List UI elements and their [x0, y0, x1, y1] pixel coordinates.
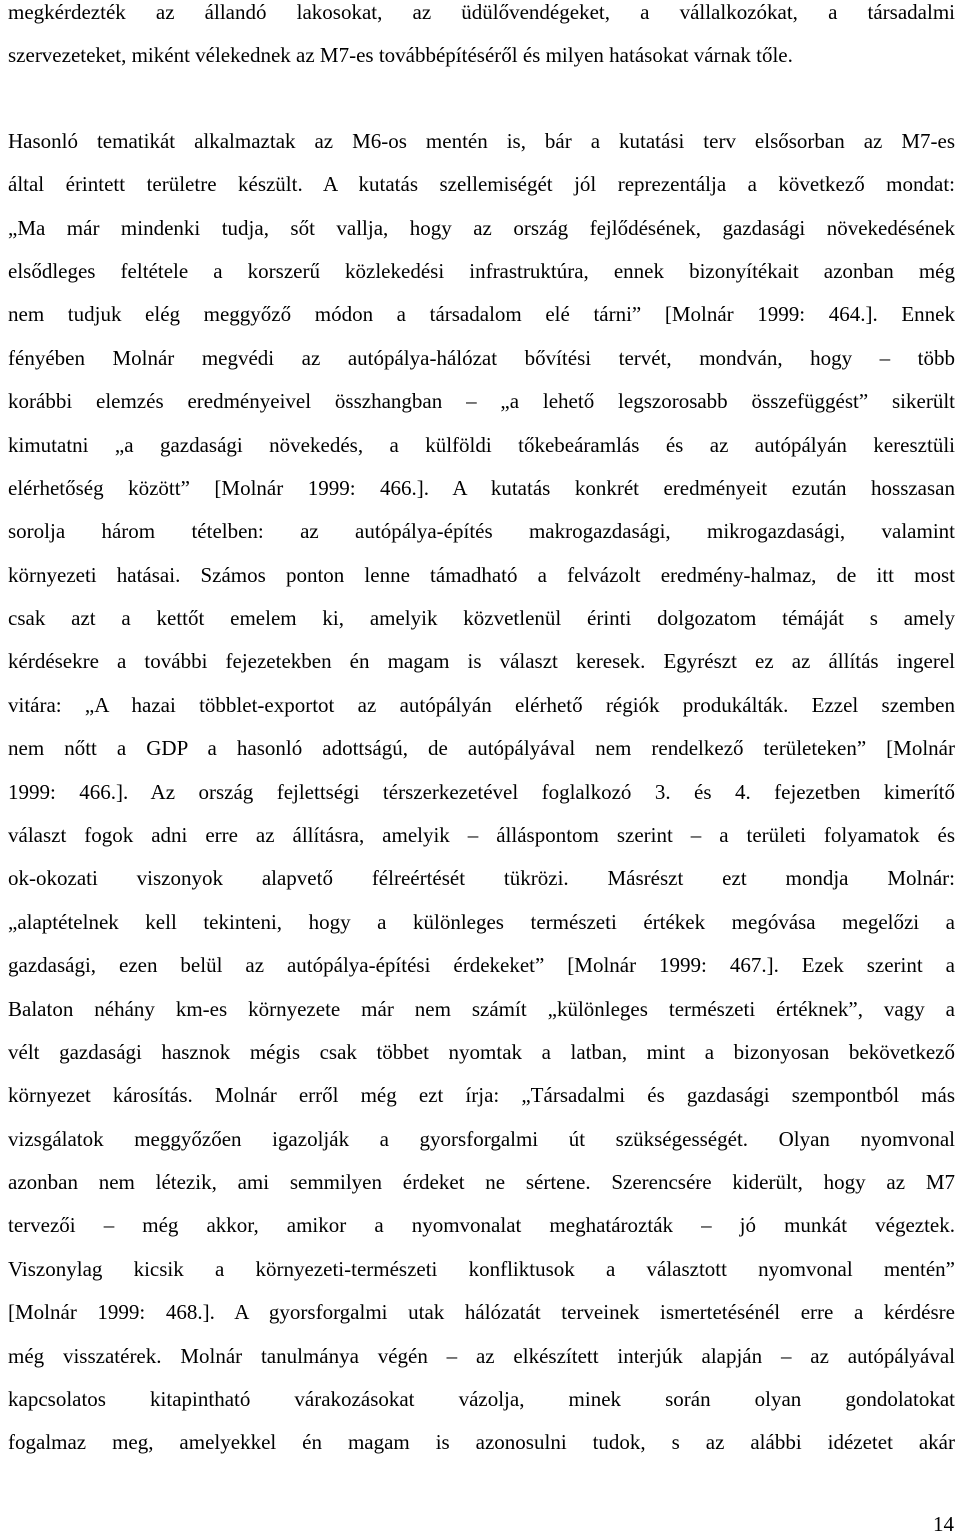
text-line: kimutatni „a gazdasági növekedés, a külföldi tőkebeáramlás és az autópályán keresztüli — [8, 433, 955, 457]
text-line: nem tudjuk elég meggyőző módon a társadalom elé tárni” [Molnár 1999: 464.]. Ennek — [8, 302, 955, 326]
text-line: sorolja három tételben: az autópálya-építés makrogazdasági, mikrogazdasági, valamint — [8, 519, 955, 543]
text-line: szervezeteket, miként vélekednek az M7-es továbbépítéséről és milyen hatásokat várnak tőle. — [8, 43, 793, 67]
text-line: „Ma már mindenki tudja, sőt vallja, hogy az ország fejlődésének, gazdasági növekedésének — [8, 216, 955, 240]
text-line: gazdasági, ezen belül az autópálya-építési érdekeket” [Molnár 1999: 467.]. Ezek szerint a — [8, 953, 955, 977]
page-number: 14 — [933, 1512, 954, 1536]
text-line: ok-okozati viszonyok alapvető félreértését tükrözi. Másrészt ezt mondja Molnár: — [8, 866, 955, 890]
text-line: kapcsolatos kitapintható várakozásokat vázolja, minek során olyan gondolatokat — [8, 1387, 955, 1411]
text-line: környezeti hatásai. Számos ponton lenne támadható a felvázolt eredmény-halmaz, de itt most — [8, 563, 955, 587]
text-line: által érintett területre készült. A kutatás szellemiségét jól reprezentálja a következő mondat: — [8, 172, 955, 196]
text-line: vitára: „A hazai többlet-exportot az autópályán elérhető régiók produkálták. Ezzel szemben — [8, 693, 955, 717]
text-line: nem nőtt a GDP a hasonló adottságú, de autópályával nem rendelkező területeken” [Molnár — [8, 736, 955, 760]
text-line: tervezői – még akkor, amikor a nyomvonalat meghatározták – jó munkát végeztek. — [8, 1213, 955, 1237]
text-line: 1999: 466.]. Az ország fejlettségi térszerkezetével foglalkozó 3. és 4. fejezetben kimerítő — [8, 780, 955, 804]
text-line: választ fogok adni erre az állításra, amelyik – álláspontom szerint – a területi folyamatok és — [8, 823, 955, 847]
text-line: fényében Molnár megvédi az autópálya-hálózat bővítési tervét, mondván, hogy – több — [8, 346, 955, 370]
text-line: elérhetőség között” [Molnár 1999: 466.]. A kutatás konkrét eredményeit ezután hosszasan — [8, 476, 955, 500]
text-line: „alaptételnek kell tekinteni, hogy a különleges természeti értékek megóvása megelőzi a — [8, 910, 955, 934]
text-line: még visszatérek. Molnár tanulmánya végén – az elkészített interjúk alapján – az autópályával — [8, 1344, 955, 1368]
text-line: megkérdezték az állandó lakosokat, az üdülővendégeket, a vállalkozókat, a társadalmi — [8, 0, 955, 24]
text-line: Hasonló tematikát alkalmaztak az M6-os mentén is, bár a kutatási terv elsősorban az M7-es — [8, 129, 955, 153]
text-line: Balaton néhány km-es környezete már nem számít „különleges természeti értéknek”, vagy a — [8, 997, 955, 1021]
text-line: Viszonylag kicsik a környezeti-természeti konfliktusok a választott nyomvonal mentén” — [8, 1257, 955, 1281]
text-line: csak azt a kettőt emelem ki, amelyik közvetlenül érinti dolgozatom témáját s amely — [8, 606, 955, 630]
text-line: fogalmaz meg, amelyekkel én magam is azonosulni tudok, s az alábbi idézetet akár — [8, 1430, 955, 1454]
text-line: korábbi elemzés eredményeivel összhangban – „a lehető legszorosabb összefüggést” sikerült — [8, 389, 955, 413]
text-line: [Molnár 1999: 468.]. A gyorsforgalmi utak hálózatát terveinek ismertetésénél erre a kérdésre — [8, 1300, 955, 1324]
text-line: azonban nem létezik, ami semmilyen érdeket ne sértene. Szerencsére kiderült, hogy az M7 — [8, 1170, 955, 1194]
text-line: kérdésekre a további fejezetekben én magam is választ keresek. Egyrészt ez az állítás ingerel — [8, 649, 955, 673]
text-line: környezet károsítás. Molnár erről még ezt írja: „Társadalmi és gazdasági szempontból más — [8, 1083, 955, 1107]
text-line: vélt gazdasági hasznok mégis csak többet nyomtak a latban, mint a bizonyosan bekövetkező — [8, 1040, 955, 1064]
text-line: vizsgálatok meggyőzően igazolják a gyorsforgalmi út szükségességét. Olyan nyomvonal — [8, 1127, 955, 1151]
text-line: elsődleges feltétele a korszerű közlekedési infrastruktúra, ennek bizonyítékait azonban még — [8, 259, 955, 283]
